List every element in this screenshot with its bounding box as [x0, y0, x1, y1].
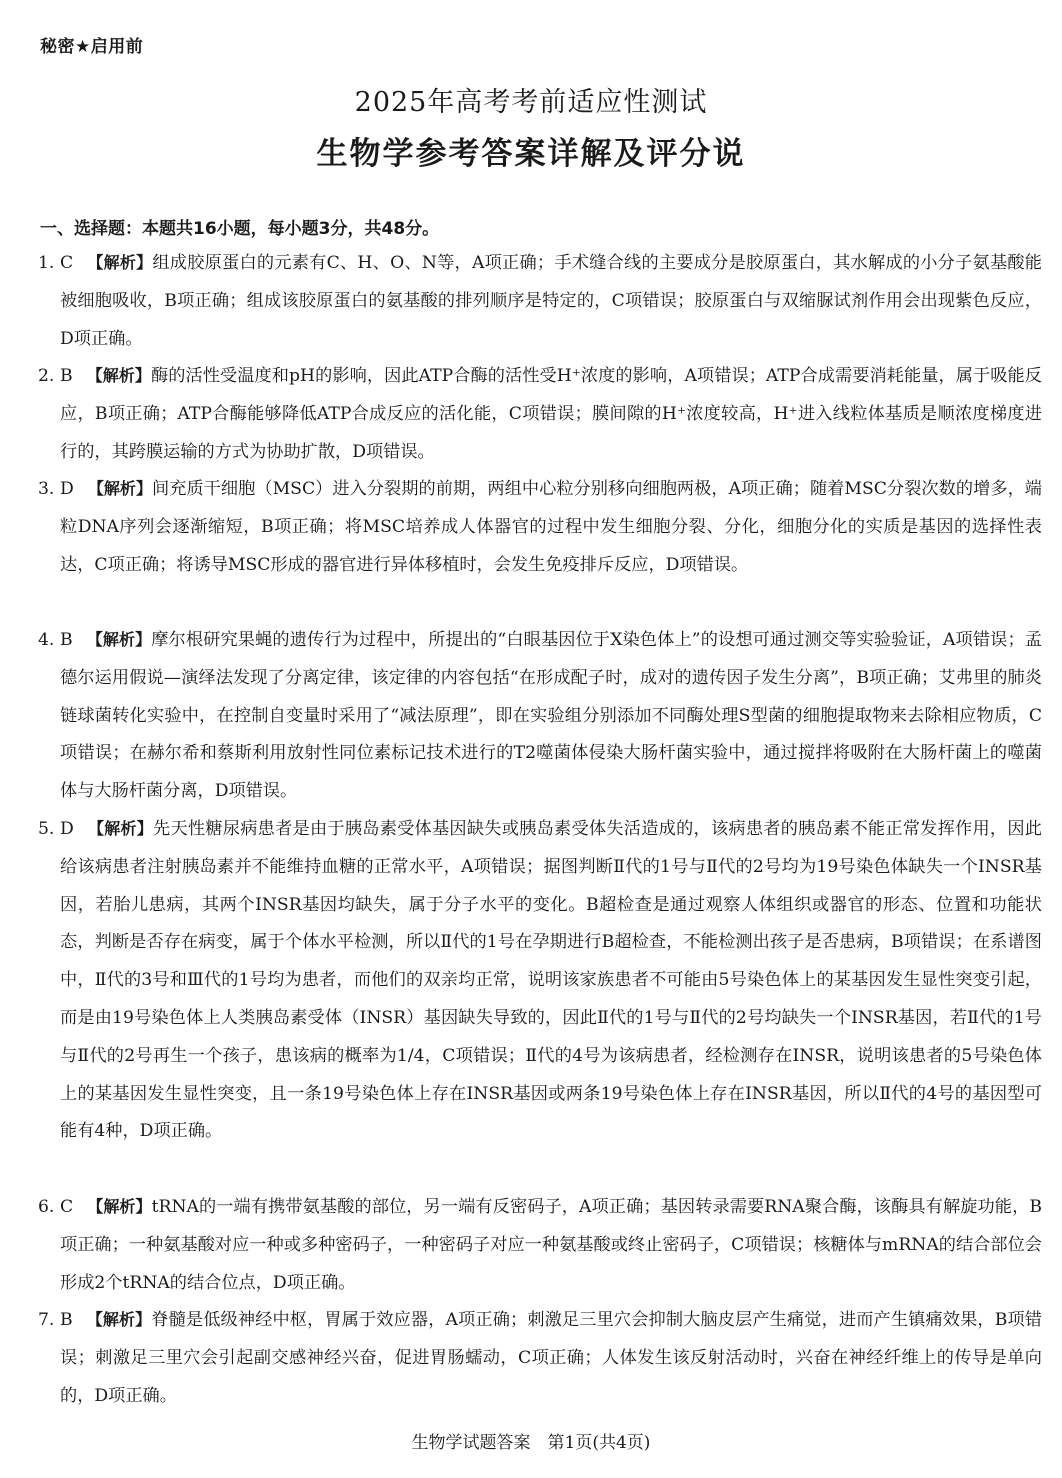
analysis-text: 间充质干细胞（MSC）进入分裂期的前期，两组中心粒分别移向细胞两极，A项正确；随着MSC分裂次数的增多，端粒DNA序列会逐渐缩短，B项正确；将MSC培养成人体器官的过程中发生细胞分裂、分化，细胞分化的实质是基因的选择性表达，C项正确；将诱导MSC形成的器官进行异体移植时，会发生免疫排斥反应，D项错误。 [60, 479, 1042, 575]
analysis-text: 酶的活性受温度和pH的影响，因此ATP合酶的活性受H⁺浓度的影响，A项错误；ATP合成需要消耗能量，属于吸能反应，B项正确；ATP合酶能够降低ATP合成反应的活化能，C项错误；膜间隙的H⁺浓度较高，H⁺进入线粒体基质是顺浓度梯度进行的，其跨膜运输的方式为协助扩散，D项错误。 [60, 366, 1042, 462]
analysis-label: 【解析】 [87, 1197, 152, 1216]
question-item-5 [38, 810, 1042, 1151]
question-item-6 [38, 1188, 1042, 1302]
analysis-label: 【解析】 [86, 366, 151, 385]
section-heading: 一、选择题：本题共16小题，每小题3分，共48分。 [40, 219, 440, 239]
answer-letter: B [60, 366, 73, 386]
question-item-4 [38, 621, 1042, 811]
analysis-label: 【解析】 [86, 1310, 152, 1329]
question-number: 6. [38, 1197, 55, 1217]
analysis-text: 摩尔根研究果蝇的遗传行为过程中，所提出的“白眼基因位于X染色体上”的设想可通过测交等实验验证，A项错误；孟德尔运用假说—演绎法发现了分离定律，该定律的内容包括“在形成配子时，成对的遗传因子发生分离”，B项正确；艾弗里的肺炎链球菌转化实验中，在控制自变量时采用了“减法原理”，即在实验组分别添加不同酶处理S型菌的细胞提取物来去除相应物质，C项错误；在赫尔希和蔡斯利用放射性同位素标记技术进行的T2噬菌体侵染大肠杆菌实验中，通过搅拌将吸附在大肠杆菌上的噬菌体与大肠杆菌分离，D项错误。 [60, 630, 1042, 802]
answer-letter: C [60, 253, 74, 273]
answer-letter: B [60, 1310, 73, 1330]
analysis-text: 脊髓是低级神经中枢，胃属于效应器，A项正确；刺激足三里穴会抑制大脑皮层产生痛觉，进而产生镇痛效果，B项错误；刺激足三里穴会引起副交感神经兴奋，促进胃肠蠕动，C项正确；人体发生该反射活动时，兴奋在神经纤维上的传导是单向的，D项正确。 [60, 1310, 1042, 1406]
document-title: 生物学参考答案详解及评分说 [316, 136, 746, 172]
exam-title: 2025年高考考前适应性测试 [354, 87, 708, 118]
analysis-text: 组成胶原蛋白的元素有C、H、O、N等，A项正确；手术缝合线的主要成分是胶原蛋白，其水解成的小分子氨基酸能被细胞吸收，B项正确；组成该胶原蛋白的氨基酸的排列顺序是特定的，C项错误；胶原蛋白与双缩脲试剂作用会出现紫色反应，D项正确。 [60, 253, 1042, 349]
question-item-1 [38, 244, 1042, 358]
question-number: 7. [38, 1310, 55, 1330]
answer-letter: B [60, 630, 73, 650]
question-number: 5. [38, 819, 55, 839]
analysis-text: tRNA的一端有携带氨基酸的部位，另一端有反密码子，A项正确；基因转录需要RNA聚合酶，该酶具有解旋功能，B项正确；一种氨基酸对应一种或多种密码子，一种密码子对应一种氨基酸或终止密码子，C项错误；核糖体与mRNA的结合部位会形成2个tRNA的结合位点，D项正确。 [60, 1197, 1042, 1293]
analysis-label: 【解析】 [87, 479, 152, 498]
question-number: 4. [38, 630, 55, 650]
confidential-label: 秘密★启用前 [40, 37, 144, 57]
answer-letter: D [60, 479, 74, 499]
question-number: 3. [38, 479, 55, 499]
analysis-text: 先天性糖尿病患者是由于胰岛素受体基因缺失或胰岛素受体失活造成的，该病患者的胰岛素不能正常发挥作用，因此给该病患者注射胰岛素并不能维持血糖的正常水平，A项错误；据图判断Ⅱ代的1号与Ⅱ代的2号均为19号染色体缺失一个INSR基因，若胎儿患病，其两个INSR基因均缺失，属于分子水平的变化。B超检查是通过观察人体组织或器官的形态、位置和功能状态，判断是否存在病变，属于个体水平检测，所以Ⅱ代的1号在孕期进行B超检查，不能检测出孩子是否患病，B项错误；在系谱图中，Ⅱ代的3号和Ⅲ代的1号均为患者，而他们的双亲均正常，说明该家族患者不可能由5号染色体上的某基因发生显性突变引起，而是由19号染色体上人类胰岛素受体（INSR）基因缺失导致的，因此Ⅱ代的1号与Ⅱ代的2号均缺失一个INSR基因，若Ⅱ代的1号与Ⅱ代的2号再生一个孩子，患该病的概率为1/4，C项错误；Ⅱ代的4号为该病患者，经检测存在INSR，说明该患者的5号染色体上的某基因发生显性突变，且一条19号染色体上存在INSR基因或两条19号染色体上存在INSR基因，所以Ⅱ代的4号的基因型可能有4种，D项正确。 [60, 819, 1042, 1142]
question-number: 1. [38, 253, 55, 273]
analysis-label: 【解析】 [87, 253, 153, 272]
question-item-2 [38, 357, 1042, 471]
answer-letter: C [60, 1197, 74, 1217]
answer-letter: D [60, 819, 74, 839]
page-footer: 生物学试题答案 第1页(共4页) [411, 1433, 651, 1453]
question-item-7 [38, 1301, 1042, 1415]
question-item-3 [38, 470, 1042, 584]
analysis-label: 【解析】 [87, 819, 154, 838]
analysis-label: 【解析】 [86, 630, 152, 649]
question-number: 2. [38, 366, 55, 386]
